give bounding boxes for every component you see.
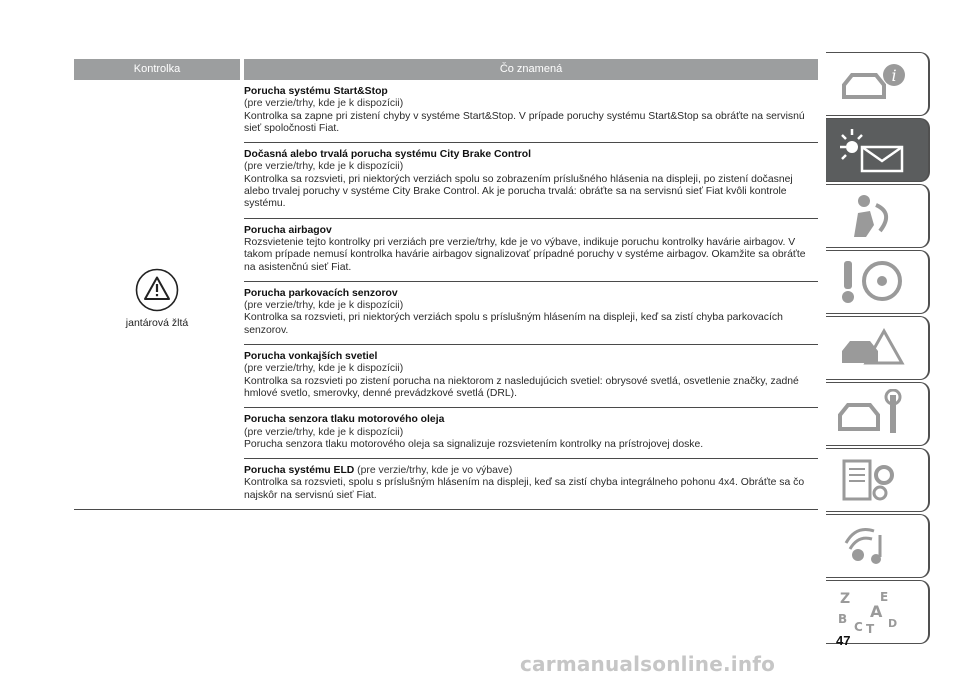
entry-availability: (pre verzie/trhy, kde je k dispozícii) — [244, 300, 404, 312]
entry-description: Kontrolka sa rozsvieti, pri niektorých verziách spolu so zobrazením príslušného hlásenia na displeji, po zistení dočasnej alebo trvalej poruchy v systéme City Brake Control. Ak je porucha trvalá: obráťte sa na servisnú sieť Fiat kvôli kontrole systému. — [244, 173, 793, 210]
entry-title: Porucha senzora tlaku motorového oleja — [244, 414, 445, 426]
entry-airbag — [244, 219, 818, 282]
warning-lights-messages-icon — [836, 125, 912, 175]
entry-description: Kontrolka sa rozsvieti, pri niektorých verziách spolu s príslušným hlásením na displeji, keď sa zistí chyba parkovacích senzorov. — [244, 312, 783, 336]
entry-description: Kontrolka sa zapne pri zistení chyby v systéme Start&Stop. V prípade poruchy systému Start&Stop sa obráťte na servisnú sieť spoločnosti Fiat. — [244, 110, 805, 134]
entry-city-brake-control — [244, 143, 818, 218]
warning-lights-table — [74, 59, 818, 510]
alphabetical-index-icon — [836, 587, 912, 637]
airbag-person-icon — [836, 191, 912, 241]
svg-text:i: i — [891, 66, 897, 85]
svg-text:B: B — [838, 612, 848, 626]
entry-availability: (pre verzie/trhy, kde je k dispozícii) — [244, 98, 404, 110]
tab-multimedia[interactable] — [826, 514, 930, 578]
entry-title: Porucha systému Start&Stop — [244, 86, 388, 97]
indicator-cell — [74, 80, 240, 509]
chapter-tabs — [826, 52, 930, 646]
entry-description: Porucha senzora tlaku motorového oleja sa signalizuje rozsvietením kontrolky na prístrojovej doske. — [244, 438, 704, 450]
entry-oil-pressure-sensor — [244, 408, 818, 459]
entry-availability: (pre verzie/trhy, kde je k dispozícii) — [244, 426, 404, 438]
tab-maintenance[interactable] — [826, 382, 930, 446]
site-watermark: carmanualsonline.info — [520, 652, 776, 676]
svg-text:A: A — [870, 602, 883, 621]
svg-text:C: C — [854, 620, 863, 634]
entry-start-stop — [244, 80, 818, 143]
svg-text:T: T — [866, 622, 875, 636]
meaning-cell — [240, 80, 818, 509]
svg-text:E: E — [880, 590, 889, 604]
entry-description: Kontrolka sa rozsvieti po zistení porucha na niektorom z nasledujúcich svetiel: obrysové svetlá, osvetlenie značky, zadné hmlové svetlo, smerovky, denné prevádzkové svetlá (DRL). — [244, 375, 799, 399]
entry-title: Porucha vonkajších svetiel — [244, 351, 378, 363]
tab-safety[interactable] — [826, 184, 930, 248]
entry-description: Kontrolka sa rozsvieti, spolu s príslušným hlásením na displeji, keď sa zistí chyba integrálneho pohonu 4x4. Obráťte sa čo najskôr na servisnú sieť Fiat. — [244, 477, 805, 501]
header-meaning: Čo znamená — [499, 63, 563, 75]
page-number: 47 — [836, 633, 851, 648]
car-info-icon — [836, 59, 912, 109]
multimedia-icon — [836, 521, 912, 571]
entry-availability: (pre verzie/trhy, kde je k dispozícii) — [244, 161, 404, 173]
entry-title: Porucha airbagov — [244, 224, 332, 236]
tab-technical-data[interactable] — [826, 448, 930, 512]
entry-exterior-lights — [244, 345, 818, 408]
entry-title: Porucha parkovacích senzorov — [244, 287, 398, 299]
indicator-color-label: jantárová žltá — [125, 316, 189, 329]
entry-eld — [244, 459, 818, 509]
car-crash-warning-icon — [836, 323, 912, 373]
key-steering-wheel-icon — [836, 257, 912, 307]
entry-parking-sensors — [244, 282, 818, 345]
table-header — [74, 59, 818, 80]
header-indicator: Kontrolka — [133, 63, 181, 75]
entry-title: Porucha systému ELD — [244, 465, 355, 477]
table-body — [74, 80, 818, 510]
car-wrench-icon — [836, 389, 912, 439]
tab-emergency[interactable] — [826, 316, 930, 380]
tab-starting-driving[interactable] — [826, 250, 930, 314]
svg-text:Z: Z — [840, 591, 851, 607]
entry-title: Dočasná alebo trvalá porucha systému City Brake Control — [244, 149, 531, 161]
svg-text:D: D — [888, 617, 898, 630]
technical-data-gears-icon — [836, 455, 912, 505]
general-warning-icon — [134, 267, 180, 313]
entry-description: Rozsvietenie tejto kontrolky pri verziách pre verzie/trhy, kde je vo výbave, indikuje poruchu kontrolky havárie airbagov. V takom prípade nemusí kontrolka havárie airbagov signalizovať prípadné poruchy v systéme airbagov. Okamžite sa obráťte na asistenčnú sieť Fiat. — [244, 236, 806, 273]
tab-vehicle-info[interactable] — [826, 52, 930, 116]
entry-availability: (pre verzie/trhy, kde je k dispozícii) — [244, 363, 404, 375]
entry-availability: (pre verzie/trhy, kde je vo výbave) — [354, 465, 513, 477]
tab-warning-lights[interactable] — [826, 118, 930, 182]
